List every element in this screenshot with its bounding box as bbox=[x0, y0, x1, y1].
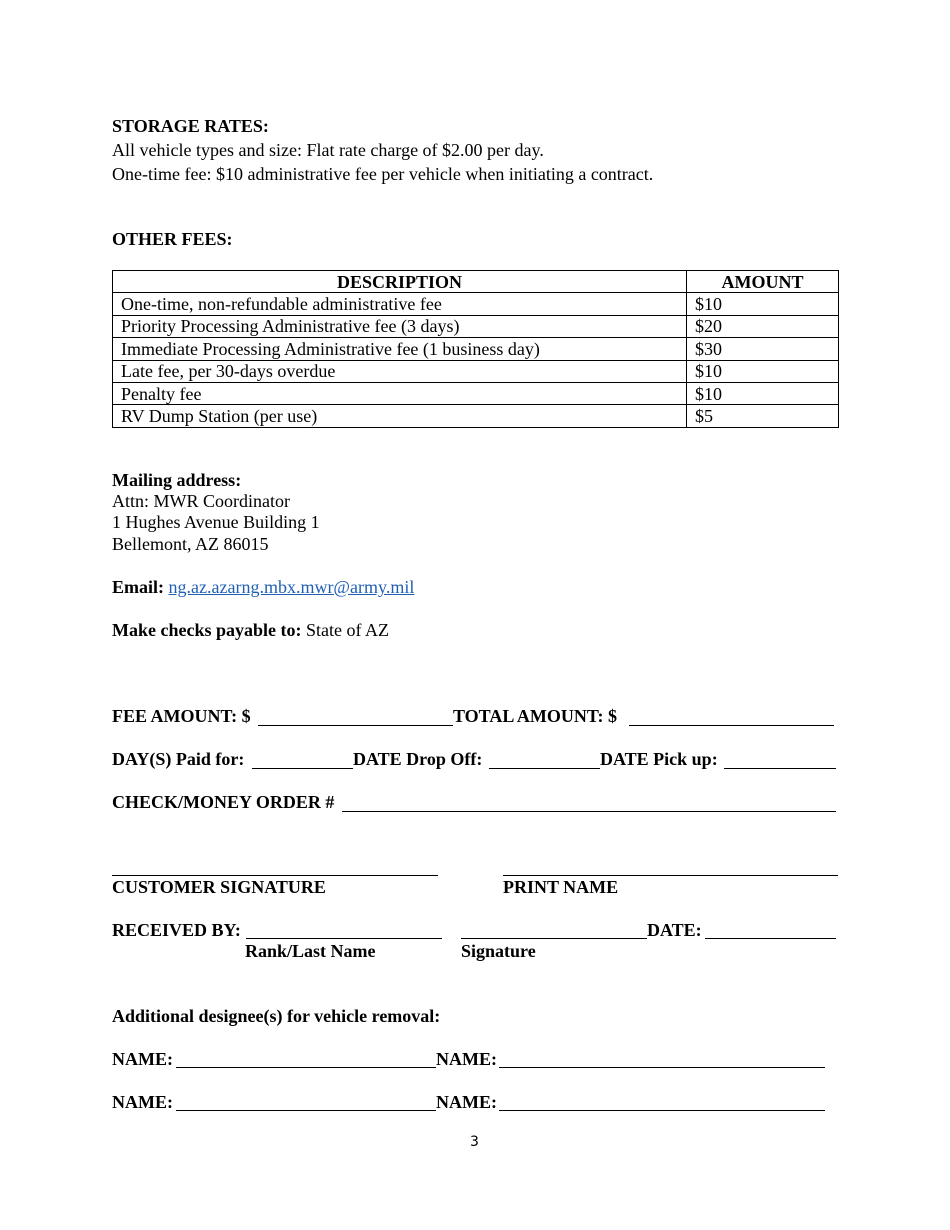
page-number: 3 bbox=[470, 1134, 479, 1150]
check-money-order-label: CHECK/MONEY ORDER # bbox=[112, 792, 335, 812]
days-paid-label: DAY(S) Paid for: bbox=[112, 749, 245, 769]
designee-name-field[interactable] bbox=[499, 1110, 825, 1111]
fees-table bbox=[112, 270, 839, 428]
table-row bbox=[113, 315, 839, 337]
fee-description: RV Dump Station (per use) bbox=[113, 405, 687, 427]
customer-signature-label: CUSTOMER SIGNATURE bbox=[112, 877, 326, 897]
fee-amount-label: FEE AMOUNT: $ bbox=[112, 706, 251, 726]
storage-onetime-fee-line: One-time fee: $10 administrative fee per vehicle when initiating a contract. bbox=[112, 164, 654, 184]
print-name-field[interactable] bbox=[503, 875, 838, 876]
checks-payable-label: Make checks payable to: bbox=[112, 620, 302, 640]
date-pick-up-field[interactable] bbox=[724, 768, 836, 769]
date-pick-up-label: DATE Pick up: bbox=[600, 749, 718, 769]
fee-amount: $10 bbox=[687, 382, 839, 404]
fee-amount: $10 bbox=[687, 360, 839, 382]
received-by-rank-field[interactable] bbox=[246, 938, 442, 939]
table-row bbox=[113, 338, 839, 360]
designee-name-label: NAME: bbox=[436, 1092, 497, 1112]
designee-name-label: NAME: bbox=[436, 1049, 497, 1069]
mailing-address-line2: 1 Hughes Avenue Building 1 bbox=[112, 512, 320, 532]
mailing-address-line1: Attn: MWR Coordinator bbox=[112, 491, 290, 511]
print-name-label: PRINT NAME bbox=[503, 877, 619, 897]
fee-description: Late fee, per 30-days overdue bbox=[113, 360, 687, 382]
date-drop-off-label: DATE Drop Off: bbox=[353, 749, 483, 769]
customer-signature-field[interactable] bbox=[112, 875, 438, 876]
checks-payable-value: State of AZ bbox=[305, 620, 389, 640]
date-drop-off-field[interactable] bbox=[489, 768, 600, 769]
rank-last-name-caption: Rank/Last Name bbox=[245, 941, 376, 961]
column-header-description: DESCRIPTION bbox=[113, 271, 687, 293]
fee-amount: $5 bbox=[687, 405, 839, 427]
fee-description: One-time, non-refundable administrative fee bbox=[113, 293, 687, 315]
designee-name-label: NAME: bbox=[112, 1092, 173, 1112]
fee-amount: $30 bbox=[687, 338, 839, 360]
fee-description: Penalty fee bbox=[113, 382, 687, 404]
designee-name-label: NAME: bbox=[112, 1049, 173, 1069]
received-date-label: DATE: bbox=[647, 920, 702, 940]
storage-rates-heading: STORAGE RATES: bbox=[112, 116, 269, 136]
days-paid-field[interactable] bbox=[252, 768, 353, 769]
designee-name-field[interactable] bbox=[176, 1067, 436, 1068]
fee-amount-field[interactable] bbox=[258, 725, 453, 726]
table-row bbox=[113, 405, 839, 427]
designees-heading: Additional designee(s) for vehicle removal: bbox=[112, 1006, 441, 1026]
received-by-label: RECEIVED BY: bbox=[112, 920, 241, 940]
check-money-order-field[interactable] bbox=[342, 811, 836, 812]
designee-name-field[interactable] bbox=[499, 1067, 825, 1068]
fee-amount: $10 bbox=[687, 293, 839, 315]
table-row bbox=[113, 382, 839, 404]
signature-caption: Signature bbox=[461, 941, 536, 961]
table-row bbox=[113, 360, 839, 382]
table-row bbox=[113, 293, 839, 315]
mailing-address-line3: Bellemont, AZ 86015 bbox=[112, 534, 269, 554]
mailing-address-label: Mailing address: bbox=[112, 470, 242, 490]
fee-description: Immediate Processing Administrative fee (1 business day) bbox=[113, 338, 687, 360]
total-amount-field[interactable] bbox=[629, 725, 834, 726]
designee-name-field[interactable] bbox=[176, 1110, 436, 1111]
email-link[interactable]: ng.az.azarng.mbx.mwr@army.mil bbox=[168, 577, 415, 597]
total-amount-label: TOTAL AMOUNT: $ bbox=[453, 706, 618, 726]
fees-table-header bbox=[113, 271, 839, 293]
fee-amount: $20 bbox=[687, 315, 839, 337]
email-label: Email: bbox=[112, 577, 164, 597]
checks-payable-line bbox=[112, 620, 389, 641]
other-fees-heading: OTHER FEES: bbox=[112, 229, 233, 249]
received-by-signature-field[interactable] bbox=[461, 938, 647, 939]
storage-rate-line: All vehicle types and size: Flat rate charge of $2.00 per day. bbox=[112, 140, 544, 160]
column-header-amount: AMOUNT bbox=[687, 271, 839, 293]
email-line bbox=[112, 577, 414, 598]
fee-description: Priority Processing Administrative fee (3 days) bbox=[113, 315, 687, 337]
received-date-field[interactable] bbox=[705, 938, 836, 939]
